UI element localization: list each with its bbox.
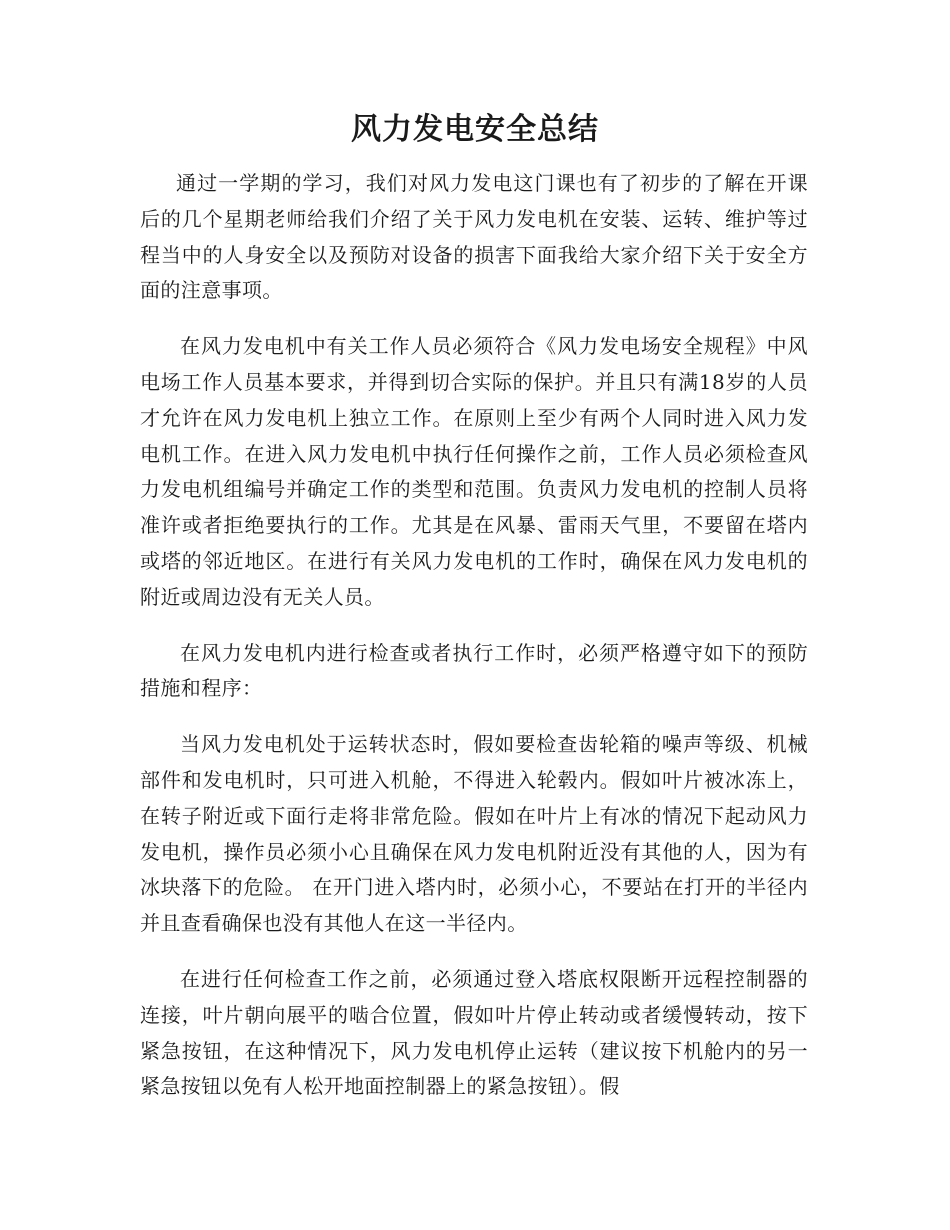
- paragraph-4: 当风力发电机处于运转状态时，假如要检查齿轮箱的噪声等级、机械部件和发电机时，只可进入机舱，不得进入轮毂内。假如叶片被冰冻上，在转子附近或下面行走将非常危险。假如在叶片上有冰的情况下起动风力发电机，操作员必须小心且确保在风力发电机附近没有其他的人，因为有冰块落下的危险。 在开门进入塔内时，必须小心，不要站在打开的半径内并且查看确保也没有其他人在这一半径内。: [140, 732, 808, 936]
- document-title: 风力发电安全总结: [351, 112, 599, 147]
- paragraph-2: 在风力发电机中有关工作人员必须符合《风力发电场安全规程》中风电场工作人员基本要求，并得到切合实际的保护。并且只有满18岁的人员才允许在风力发电机上独立工作。在原则上至少有两个人同时进入风力发电机工作。在进入风力发电机中执行任何操作之前，工作人员必须检查风力发电机组编号并确定工作的类型和范围。负责风力发电机的控制人员将准许或者拒绝要执行的工作。尤其是在风暴、雷雨天气里，不要留在塔内或塔的邻近地区。在进行有关风力发电机的工作时，确保在风力发电机的附近或周边没有无关人员。: [140, 334, 808, 609]
- paragraph-5: 在进行任何检查工作之前，必须通过登入塔底权限断开远程控制器的连接，叶片朝向展平的啮合位置，假如叶片停止转动或者缓慢转动，按下紧急按钮，在这种情况下，风力发电机停止运转（建议按下机舱内的另一紧急按钮以免有人松开地面控制器上的紧急按钮）。假: [140, 966, 808, 1099]
- paragraph-1: 通过一学期的学习，我们对风力发电这门课也有了初步的了解在开课后的几个星期老师给我们介绍了关于风力发电机在安装、运转、维护等过程当中的人身安全以及预防对设备的损害下面我给大家介绍下关于安全方面的注意事项。: [140, 171, 808, 303]
- paragraph-3: 在风力发电机内进行检查或者执行工作时，必须严格遵守如下的预防措施和程序：: [140, 640, 808, 701]
- document-body: [140, 166, 808, 1125]
